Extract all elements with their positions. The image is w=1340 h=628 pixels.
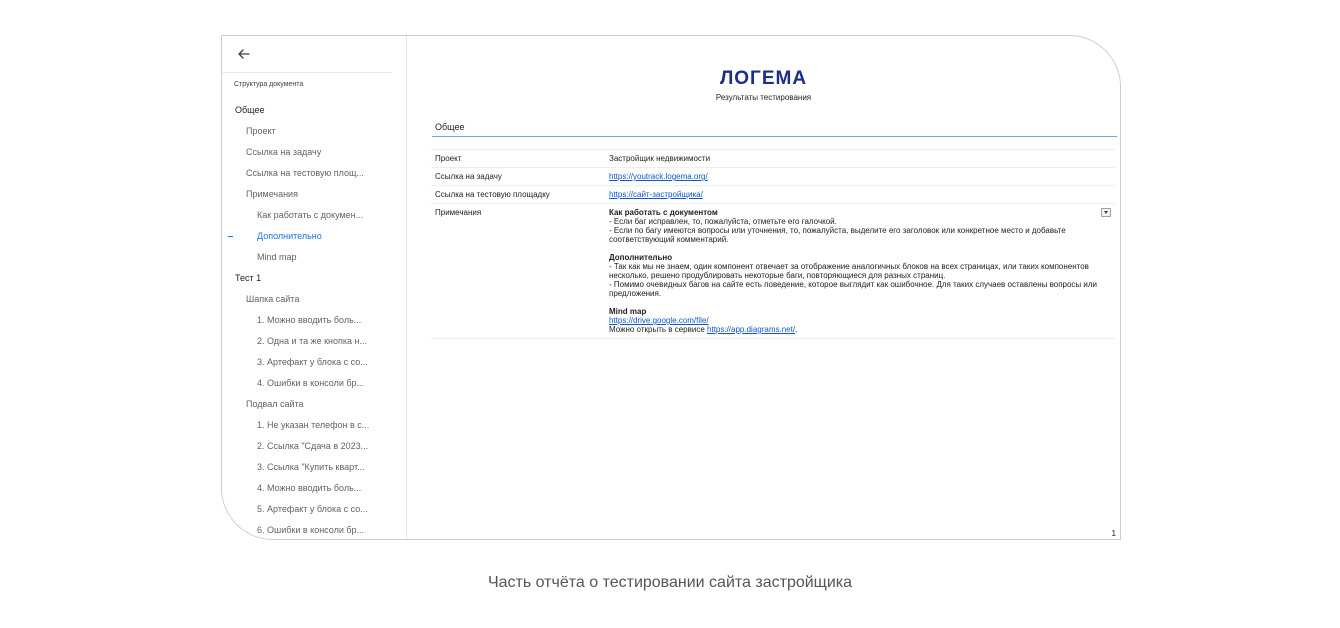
outline-item-label: Проект	[246, 126, 276, 136]
outline-item[interactable]	[222, 142, 406, 163]
active-indicator	[228, 236, 233, 237]
app-frame	[221, 35, 1121, 540]
notes-heading-howto: Как работать с документом	[609, 208, 718, 217]
outline-item-label: 1. Не указан телефон в с...	[257, 420, 370, 430]
mindmap-link[interactable]: https://drive.google.com/file/	[609, 316, 709, 325]
sidebar-divider	[222, 72, 392, 73]
outline-item[interactable]	[222, 394, 406, 415]
project-value: Застройщик недвижимости	[605, 150, 1115, 168]
outline-item-label: 5. Артефакт у блока с со...	[257, 504, 368, 514]
info-table	[431, 149, 1115, 339]
outline-item-label: 3. Артефакт у блока с со...	[257, 357, 368, 367]
outline-item[interactable]	[222, 205, 406, 226]
outline-item[interactable]	[222, 247, 406, 268]
outline-item-label: 4. Ошибки в консоли бр...	[257, 378, 365, 388]
project-key: Проект	[431, 150, 605, 168]
outline-item-label: Тест 1	[235, 273, 262, 283]
outline-item[interactable]	[222, 499, 406, 520]
outline-item-label: 2. Ссылка "Сдача в 2023...	[257, 441, 369, 451]
outline-item[interactable]	[222, 289, 406, 310]
notes-paragraph: - Так как мы не знаем, один компонент отвечает за отображение аналогичных блоков на всех страницах, или таких компонентов несколько, решено продублировать некоторые баги, повторяющиеся для разных страниц.	[609, 262, 1089, 280]
document-outline-sidebar	[222, 36, 407, 539]
table-row	[431, 204, 1115, 339]
site-cell	[605, 186, 1115, 204]
outline-item-label: Общее	[235, 105, 265, 115]
notes-paragraph: - Если баг исправлен, то, пожалуйста, отметьте его галочкой.	[609, 217, 837, 226]
outline-item-label: 3. Ссылка "Купить кварт...	[257, 462, 365, 472]
outline-list	[222, 100, 406, 540]
open-in-service-text: Можно открыть в сервисе	[609, 325, 708, 334]
section-header	[432, 122, 1117, 137]
outline-item-label: 6. Ошибки в консоли бр...	[257, 525, 365, 535]
section-title: Общее	[435, 122, 465, 132]
outline-item-label: Как работать с докумен...	[257, 210, 364, 220]
site-link[interactable]: https://сайт-застройщика/	[609, 190, 703, 199]
back-button[interactable]	[234, 44, 254, 64]
outline-item-label: Mind map	[257, 252, 297, 262]
logema-logo: ЛОГЕМА	[719, 68, 808, 89]
notes-content	[609, 208, 1111, 334]
site-key: Ссылка на тестовую площадку	[431, 186, 605, 204]
outline-item-label: Дополнительно	[257, 231, 322, 241]
outline-item-label: 4. Можно вводить боль...	[257, 483, 362, 493]
outline-item[interactable]	[222, 457, 406, 478]
outline-item[interactable]	[222, 436, 406, 457]
outline-item-label: 1. Можно вводить боль...	[257, 315, 362, 325]
outline-item[interactable]	[222, 121, 406, 142]
page-number: 1	[1111, 529, 1116, 538]
notes-cell	[605, 204, 1115, 339]
image-caption: Часть отчёта о тестировании сайта застройщика	[487, 574, 853, 591]
task-cell	[605, 168, 1115, 186]
task-key: Ссылка на задачу	[431, 168, 605, 186]
dropdown-toggle-button[interactable]	[1101, 208, 1111, 217]
table-row	[431, 168, 1115, 186]
document-page	[407, 36, 1120, 539]
table-row	[431, 150, 1115, 168]
outline-item[interactable]	[222, 352, 406, 373]
outline-item[interactable]	[222, 163, 406, 184]
document-subtitle: Результаты тестирования	[715, 93, 812, 102]
notes-paragraph: - Помимо очевидных багов на сайте есть поведение, которое выглядит как ошибочное. Для таких случаев оставлены вопросы или предложения.	[609, 280, 1097, 298]
outline-item-label: Примечания	[246, 189, 298, 199]
notes-heading-additional: Дополнительно	[609, 253, 673, 262]
notes-heading-mindmap: Mind map	[609, 307, 647, 316]
outline-item[interactable]	[222, 415, 406, 436]
outline-item[interactable]	[222, 100, 406, 121]
notes-key: Примечания	[431, 204, 605, 339]
arrow-left-icon	[234, 44, 254, 64]
outline-item-label: Шапка сайта	[246, 294, 300, 304]
outline-item[interactable]	[222, 268, 406, 289]
diagrams-link[interactable]: https://app.diagrams.net/	[707, 325, 796, 334]
outline-item-label: Подвал сайта	[246, 399, 304, 409]
outline-item[interactable]	[222, 520, 406, 540]
period-text: .	[795, 325, 798, 334]
outline-item[interactable]	[222, 331, 406, 352]
outline-item[interactable]	[222, 478, 406, 499]
notes-paragraph: - Если по багу имеются вопросы или уточнения, то, пожалуйста, выделите его заголовок или конкретное место и добавьте соответствующий комментарий.	[609, 226, 1066, 244]
outline-item[interactable]	[222, 184, 406, 205]
outline-item-label: Ссылка на тестовую площ...	[246, 168, 364, 178]
sidebar-title: Структура документа	[234, 81, 304, 88]
outline-item-label: 2. Одна и та же кнопка н...	[257, 336, 368, 346]
outline-item[interactable]	[222, 373, 406, 394]
table-row	[431, 186, 1115, 204]
outline-item-label: Ссылка на задачу	[246, 147, 322, 157]
outline-item[interactable]	[222, 310, 406, 331]
task-link[interactable]: https://youtrack.logema.org/	[609, 172, 708, 181]
outline-item[interactable]	[222, 226, 406, 247]
